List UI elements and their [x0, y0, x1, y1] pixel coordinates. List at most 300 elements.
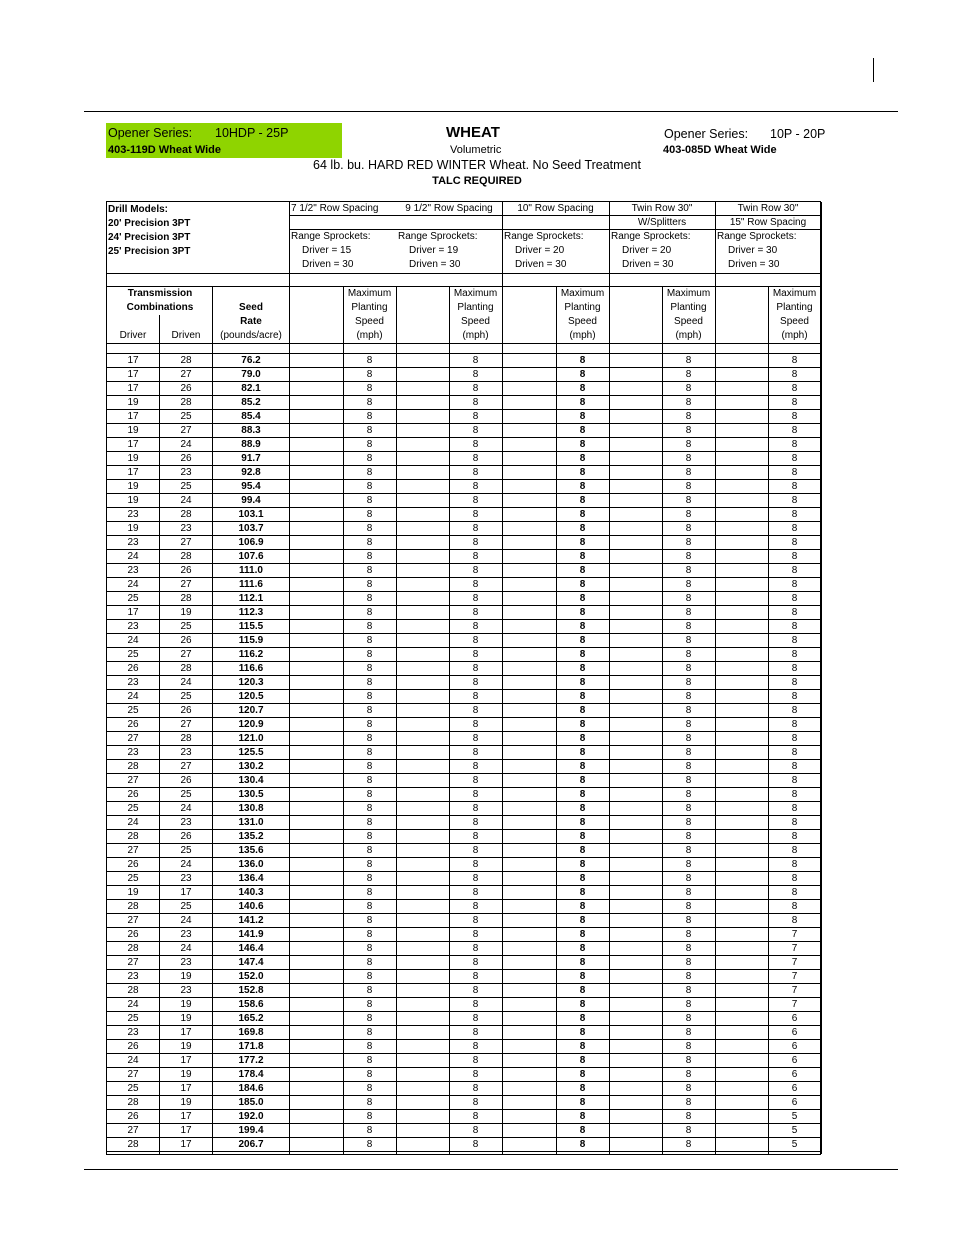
speed-twin-cell: 8	[685, 635, 692, 646]
speed-9-5-cell: 8	[472, 453, 479, 464]
speed-15-cell: 8	[791, 369, 798, 380]
speed-15-cell: 8	[791, 495, 798, 506]
speed-10-cell: 8	[579, 411, 586, 422]
speed-15-cell: 8	[791, 761, 798, 772]
speed-7-5-cell: 8	[366, 621, 373, 632]
speed-7-5-cell: 8	[366, 985, 373, 996]
spacing-driver: Driver = 19	[409, 245, 459, 256]
speed-10-cell: 8	[579, 523, 586, 534]
speed-15-cell: 8	[791, 719, 798, 730]
speed-15-cell: 8	[791, 453, 798, 464]
driven-cell: 28	[180, 733, 192, 744]
speed-10-cell: 8	[579, 719, 586, 730]
driven-cell: 25	[180, 901, 192, 912]
speed-7-5-cell: 8	[366, 537, 373, 548]
spacing-title: 7 1/2" Row Spacing	[291, 203, 379, 214]
table-row	[107, 662, 820, 676]
table-row	[107, 466, 820, 480]
driver-cell: 23	[127, 677, 139, 688]
seed-rate-cell: 152.0	[238, 971, 264, 982]
driven-cell: 25	[180, 845, 192, 856]
table-row	[107, 956, 820, 970]
speed-7-5-cell: 8	[366, 1083, 373, 1094]
speed-7-5-cell: 8	[366, 649, 373, 660]
seed-rate-cell: 199.4	[238, 1125, 264, 1136]
seed-rate-cell: 152.8	[238, 985, 264, 996]
speed-twin-cell: 8	[685, 649, 692, 660]
driven-cell: 28	[180, 593, 192, 604]
spacing-driver: Driver = 20	[515, 245, 565, 256]
driven-cell: 24	[180, 943, 192, 954]
speed-twin-cell: 8	[685, 1027, 692, 1038]
speed-7-5-cell: 8	[366, 747, 373, 758]
driven-cell: 26	[180, 635, 192, 646]
speed-10-cell: 8	[579, 1041, 586, 1052]
table-row	[107, 1110, 820, 1124]
driven-cell: 25	[180, 411, 192, 422]
driver-cell: 27	[127, 845, 139, 856]
right-series-label: Opener Series:	[664, 127, 749, 141]
speed-10-cell: 8	[579, 663, 586, 674]
speed-twin-cell: 8	[685, 705, 692, 716]
speed-twin-cell: 8	[685, 971, 692, 982]
speed-15-cell: 8	[791, 859, 798, 870]
driver-cell: 19	[127, 481, 139, 492]
speed-9-5-cell: 8	[472, 481, 479, 492]
driver-cell: 24	[127, 691, 139, 702]
speed-9-5-cell: 8	[472, 537, 479, 548]
speed-twin-cell: 8	[685, 999, 692, 1010]
speed-9-5-cell: 8	[472, 929, 479, 940]
driver-cell: 19	[127, 523, 139, 534]
spacing-driven: Driven = 30	[515, 259, 567, 270]
max-speed-heading: Planting	[564, 302, 601, 313]
speed-15-cell: 8	[791, 607, 798, 618]
speed-10-cell: 8	[579, 1111, 586, 1122]
speed-9-5-cell: 8	[472, 1139, 479, 1150]
speed-9-5-cell: 8	[472, 1027, 479, 1038]
speed-9-5-cell: 8	[472, 733, 479, 744]
driver-cell: 27	[127, 775, 139, 786]
speed-7-5-cell: 8	[366, 1069, 373, 1080]
speed-9-5-cell: 8	[472, 383, 479, 394]
speed-7-5-cell: 8	[366, 677, 373, 688]
max-speed-heading: (mph)	[675, 330, 702, 341]
speed-15-cell: 6	[791, 1027, 798, 1038]
seed-rate-cell: 147.4	[238, 957, 264, 968]
speed-10-cell: 8	[579, 467, 586, 478]
speed-9-5-cell: 8	[472, 789, 479, 800]
speed-7-5-cell: 8	[366, 705, 373, 716]
driven-cell: 24	[180, 677, 192, 688]
left-part-number: 403-119D Wheat Wide	[108, 144, 221, 156]
driven-cell: 26	[180, 705, 192, 716]
driver-cell: 17	[127, 467, 139, 478]
driver-cell: 26	[127, 663, 139, 674]
driver-cell: 24	[127, 817, 139, 828]
driver-cell: 24	[127, 635, 139, 646]
max-speed-heading: Speed	[568, 316, 597, 327]
speed-9-5-cell: 8	[472, 663, 479, 674]
driven-cell: 23	[180, 523, 192, 534]
driven-cell: 27	[180, 425, 192, 436]
speed-10-cell: 8	[579, 1139, 586, 1150]
seed-rate-cell: 103.1	[238, 509, 264, 520]
speed-twin-cell: 8	[685, 719, 692, 730]
speed-9-5-cell: 8	[472, 523, 479, 534]
speed-9-5-cell: 8	[472, 579, 479, 590]
speed-twin-cell: 8	[685, 593, 692, 604]
table-row	[107, 858, 820, 872]
table-row	[107, 732, 820, 746]
speed-7-5-cell: 8	[366, 775, 373, 786]
speed-twin-cell: 8	[685, 607, 692, 618]
speed-7-5-cell: 8	[366, 1139, 373, 1150]
speed-7-5-cell: 8	[366, 439, 373, 450]
speed-10-cell: 8	[579, 859, 586, 870]
speed-twin-cell: 8	[685, 901, 692, 912]
speed-9-5-cell: 8	[472, 1111, 479, 1122]
seed-rate-cell: 85.2	[241, 397, 261, 408]
speed-twin-cell: 8	[685, 411, 692, 422]
seed-rate-cell: 184.6	[238, 1083, 264, 1094]
seed-rate-cell: 120.9	[238, 719, 264, 730]
max-speed-heading: Maximum	[560, 288, 605, 299]
speed-9-5-cell: 8	[472, 1083, 479, 1094]
speed-15-cell: 8	[791, 565, 798, 576]
speed-7-5-cell: 8	[366, 1013, 373, 1024]
speed-7-5-cell: 8	[366, 453, 373, 464]
driver-cell: 26	[127, 789, 139, 800]
speed-twin-cell: 8	[685, 621, 692, 632]
speed-twin-cell: 8	[685, 775, 692, 786]
speed-9-5-cell: 8	[472, 887, 479, 898]
speed-9-5-cell: 8	[472, 495, 479, 506]
table-row	[107, 382, 820, 396]
seed-rate-cell: 130.2	[238, 761, 264, 772]
driver-cell: 27	[127, 1125, 139, 1136]
driver-cell: 28	[127, 985, 139, 996]
speed-9-5-cell: 8	[472, 397, 479, 408]
table-row	[107, 354, 820, 368]
speed-9-5-cell: 8	[472, 775, 479, 786]
seed-rate-cell: 76.2	[241, 355, 261, 366]
speed-7-5-cell: 8	[366, 495, 373, 506]
speed-10-cell: 8	[579, 747, 586, 758]
speed-twin-cell: 8	[685, 691, 692, 702]
speed-9-5-cell: 8	[472, 649, 479, 660]
driver-cell: 23	[127, 747, 139, 758]
driver-cell: 25	[127, 1013, 139, 1024]
driver-cell: 17	[127, 383, 139, 394]
transmission-heading: Transmission	[127, 288, 193, 299]
driver-cell: 23	[127, 621, 139, 632]
speed-7-5-cell: 8	[366, 691, 373, 702]
table-row	[107, 424, 820, 438]
driver-cell: 24	[127, 551, 139, 562]
max-speed-heading: (mph)	[462, 330, 489, 341]
driven-cell: 17	[180, 887, 192, 898]
speed-twin-cell: 8	[685, 817, 692, 828]
table-row	[107, 788, 820, 802]
speed-7-5-cell: 8	[366, 1125, 373, 1136]
max-speed-heading: Speed	[461, 316, 490, 327]
speed-twin-cell: 8	[685, 859, 692, 870]
speed-9-5-cell: 8	[472, 971, 479, 982]
speed-twin-cell: 8	[685, 733, 692, 744]
table-row	[107, 886, 820, 900]
left-series-label: Opener Series:	[108, 126, 193, 140]
spacing-range: Range Sprockets:	[398, 231, 478, 242]
speed-10-cell: 8	[579, 705, 586, 716]
speed-15-cell: 6	[791, 1041, 798, 1052]
seed-rate-cell: 131.0	[238, 817, 264, 828]
driven-cell: 23	[180, 747, 192, 758]
driven-cell: 19	[180, 1013, 192, 1024]
top-rule	[84, 111, 898, 112]
spacing-range: Range Sprockets:	[504, 231, 584, 242]
table-row	[107, 634, 820, 648]
speed-9-5-cell: 8	[472, 817, 479, 828]
driven-cell: 23	[180, 873, 192, 884]
table-row	[107, 578, 820, 592]
driven-cell: 27	[180, 649, 192, 660]
speed-9-5-cell: 8	[472, 635, 479, 646]
seed-rate-cell: 111.6	[239, 579, 263, 590]
seed-rate-cell: 120.3	[238, 677, 264, 688]
speed-7-5-cell: 8	[366, 1055, 373, 1066]
speed-twin-cell: 8	[685, 481, 692, 492]
driven-cell: 26	[180, 775, 192, 786]
speed-9-5-cell: 8	[472, 943, 479, 954]
speed-15-cell: 8	[791, 705, 798, 716]
speed-7-5-cell: 8	[366, 733, 373, 744]
speed-10-cell: 8	[579, 1013, 586, 1024]
driver-cell: 25	[127, 803, 139, 814]
speed-7-5-cell: 8	[366, 1041, 373, 1052]
speed-9-5-cell: 8	[472, 985, 479, 996]
speed-15-cell: 8	[791, 411, 798, 422]
table-row	[107, 368, 820, 382]
speed-7-5-cell: 8	[366, 859, 373, 870]
speed-7-5-cell: 8	[366, 425, 373, 436]
speed-9-5-cell: 8	[472, 621, 479, 632]
driven-cell: 28	[180, 551, 192, 562]
seed-rate-cell: 99.4	[241, 495, 261, 506]
speed-twin-cell: 8	[685, 425, 692, 436]
top-right-marker	[873, 58, 874, 82]
speed-9-5-cell: 8	[472, 509, 479, 520]
speed-twin-cell: 8	[685, 355, 692, 366]
seed-rate-cell: 115.9	[238, 635, 264, 646]
speed-10-cell: 8	[579, 537, 586, 548]
speed-10-cell: 8	[579, 383, 586, 394]
speed-15-cell: 8	[791, 915, 798, 926]
driver-cell: 23	[127, 971, 139, 982]
speed-15-cell: 5	[791, 1139, 798, 1150]
speed-twin-cell: 8	[685, 1125, 692, 1136]
table-row	[107, 704, 820, 718]
speed-7-5-cell: 8	[366, 1111, 373, 1122]
speed-15-cell: 8	[791, 887, 798, 898]
spacing-title2: 15" Row Spacing	[729, 217, 807, 228]
speed-15-cell: 7	[791, 971, 798, 982]
speed-twin-cell: 8	[685, 565, 692, 576]
driver-cell: 17	[127, 607, 139, 618]
driven-cell: 27	[180, 761, 192, 772]
driven-cell: 23	[180, 957, 192, 968]
speed-10-cell: 8	[579, 929, 586, 940]
speed-15-cell: 8	[791, 845, 798, 856]
speed-9-5-cell: 8	[472, 901, 479, 912]
speed-9-5-cell: 8	[472, 705, 479, 716]
seed-heading: Seed	[239, 302, 263, 313]
speed-10-cell: 8	[579, 397, 586, 408]
speed-twin-cell: 8	[685, 467, 692, 478]
driver-cell: 25	[127, 705, 139, 716]
speed-15-cell: 8	[791, 789, 798, 800]
speed-15-cell: 8	[791, 803, 798, 814]
driver-cell: 24	[127, 1055, 139, 1066]
speed-10-cell: 8	[579, 1083, 586, 1094]
driver-heading: Driver	[119, 330, 147, 341]
max-speed-heading: Planting	[457, 302, 494, 313]
speed-15-cell: 6	[791, 1013, 798, 1024]
speed-15-cell: 7	[791, 999, 798, 1010]
speed-15-cell: 8	[791, 817, 798, 828]
speed-twin-cell: 8	[685, 523, 692, 534]
speed-10-cell: 8	[579, 551, 586, 562]
speed-7-5-cell: 8	[366, 355, 373, 366]
seed-rate-cell: 116.2	[238, 649, 264, 660]
speed-twin-cell: 8	[685, 397, 692, 408]
speed-10-cell: 8	[579, 873, 586, 884]
spacing-driven: Driven = 30	[622, 259, 674, 270]
speed-9-5-cell: 8	[472, 593, 479, 604]
units-heading: (pounds/acre)	[220, 330, 282, 341]
spacing-title: 9 1/2" Row Spacing	[405, 203, 493, 214]
table-row	[107, 1026, 820, 1040]
spacing-driven: Driven = 30	[409, 259, 461, 270]
speed-10-cell: 8	[579, 999, 586, 1010]
speed-10-cell: 8	[579, 831, 586, 842]
speed-10-cell: 8	[579, 943, 586, 954]
driven-cell: 24	[180, 803, 192, 814]
spacing-driven: Driven = 30	[302, 259, 354, 270]
seed-rate-cell: 112.1	[238, 593, 264, 604]
seed-rate-cell: 136.0	[238, 859, 264, 870]
table-row	[107, 872, 820, 886]
seed-rate-cell: 88.3	[241, 425, 261, 436]
speed-15-cell: 8	[791, 831, 798, 842]
max-speed-heading: Maximum	[453, 288, 498, 299]
spacing-driven: Driven = 30	[728, 259, 780, 270]
speed-10-cell: 8	[579, 789, 586, 800]
speed-10-cell: 8	[579, 439, 586, 450]
subtitle: 64 lb. bu. HARD RED WINTER Wheat. No Seed Treatment	[313, 158, 641, 172]
speed-7-5-cell: 8	[366, 971, 373, 982]
speed-10-cell: 8	[579, 453, 586, 464]
driver-cell: 27	[127, 1069, 139, 1080]
drill-models-heading: Drill Models:	[108, 204, 169, 215]
speed-twin-cell: 8	[685, 929, 692, 940]
speed-15-cell: 8	[791, 649, 798, 660]
speed-twin-cell: 8	[685, 677, 692, 688]
speed-10-cell: 8	[579, 607, 586, 618]
speed-7-5-cell: 8	[366, 873, 373, 884]
seed-rate-cell: 141.2	[238, 915, 264, 926]
driven-cell: 24	[180, 439, 192, 450]
speed-twin-cell: 8	[685, 873, 692, 884]
table-row	[107, 802, 820, 816]
speed-twin-cell: 8	[685, 985, 692, 996]
speed-7-5-cell: 8	[366, 1097, 373, 1108]
speed-9-5-cell: 8	[472, 1055, 479, 1066]
speed-twin-cell: 8	[685, 509, 692, 520]
spacing-title: Twin Row 30"	[737, 203, 799, 214]
speed-9-5-cell: 8	[472, 1041, 479, 1052]
driven-cell: 24	[180, 915, 192, 926]
speed-7-5-cell: 8	[366, 397, 373, 408]
right-series-value: 10P - 20P	[770, 127, 826, 141]
table-row	[107, 718, 820, 732]
seed-rate-cell: 130.8	[238, 803, 264, 814]
speed-15-cell: 7	[791, 929, 798, 940]
speed-7-5-cell: 8	[366, 929, 373, 940]
driver-cell: 26	[127, 1111, 139, 1122]
driver-cell: 23	[127, 565, 139, 576]
drill-model: 24' Precision 3PT	[108, 232, 191, 243]
speed-10-cell: 8	[579, 915, 586, 926]
seed-rate-cell: 165.2	[238, 1013, 264, 1024]
seed-rate-cell: 140.6	[238, 901, 264, 912]
seed-rate-cell: 141.9	[238, 929, 264, 940]
table-row	[107, 760, 820, 774]
seed-rate-cell: 130.5	[238, 789, 264, 800]
seed-rate-cell: 107.6	[238, 551, 264, 562]
driven-cell: 25	[180, 621, 192, 632]
speed-twin-cell: 8	[685, 453, 692, 464]
seed-rate-cell: 88.9	[241, 439, 261, 450]
speed-twin-cell: 8	[685, 369, 692, 380]
driven-cell: 28	[180, 397, 192, 408]
speed-15-cell: 8	[791, 691, 798, 702]
speed-7-5-cell: 8	[366, 901, 373, 912]
driver-cell: 27	[127, 915, 139, 926]
speed-9-5-cell: 8	[472, 761, 479, 772]
speed-9-5-cell: 8	[472, 1013, 479, 1024]
driver-cell: 25	[127, 1083, 139, 1094]
driven-cell: 28	[180, 663, 192, 674]
speed-15-cell: 6	[791, 1069, 798, 1080]
speed-15-cell: 8	[791, 747, 798, 758]
driven-cell: 17	[180, 1027, 192, 1038]
table-row	[107, 508, 820, 522]
driven-cell: 24	[180, 495, 192, 506]
speed-7-5-cell: 8	[366, 663, 373, 674]
driver-cell: 28	[127, 943, 139, 954]
speed-15-cell: 8	[791, 537, 798, 548]
speed-7-5-cell: 8	[366, 579, 373, 590]
max-speed-heading: Planting	[776, 302, 813, 313]
spacing-range: Range Sprockets:	[611, 231, 691, 242]
speed-9-5-cell: 8	[472, 565, 479, 576]
speed-15-cell: 8	[791, 901, 798, 912]
spacing-title2: W/Splitters	[637, 217, 687, 228]
seed-rate-cell: 115.5	[238, 621, 264, 632]
right-part-number: 403-085D Wheat Wide	[663, 144, 777, 156]
seed-rate-cell: 146.4	[238, 943, 264, 954]
